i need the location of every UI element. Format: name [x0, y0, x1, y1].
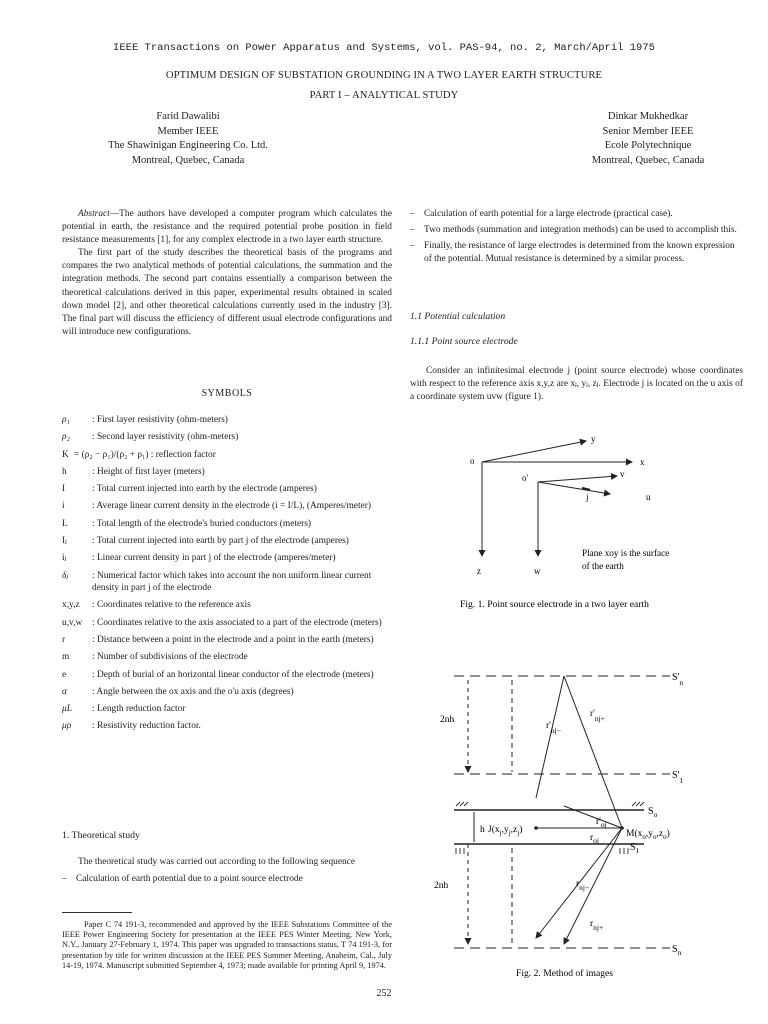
fig1-v-axis: [538, 476, 617, 482]
symbol-row: [62, 686, 392, 699]
right-bullet: [410, 208, 743, 221]
fig2-label-subscript: n: [677, 948, 682, 957]
fig1-label-y: y: [591, 434, 596, 444]
bullet-dash: –: [62, 874, 67, 885]
bullet-dash: –: [410, 225, 415, 236]
fig2-label-subscript: nj+: [594, 714, 605, 723]
footnote: Paper C 74 191-3, recommended and approved by the IEEE Substations Committee of the IEEE Power Engineering Society for presentation at the IEEE PES Winter Meeting, New York, N.Y., January 27-February 1, 1974. This paper was upgraded to transactions status, T 74 191-3, for presentation by title for written discussion at the IEEE PES Summer Meeting, Anaheim, Cal., July 14-19, 1974. Manuscript submitted September 4, 1973; made available for printing April 9, 1974.: [62, 920, 392, 970]
right-bullets: [410, 208, 743, 269]
fig2-label-subscript: j: [499, 829, 502, 837]
fig2-label-text: r': [590, 709, 595, 719]
symbol-key: μρ: [62, 721, 72, 732]
fig2-label-text: M(x: [626, 829, 643, 839]
symbol-row: [62, 431, 392, 444]
symbol-row: [62, 500, 392, 513]
footnote-rule: [62, 912, 132, 913]
abstract-text: —The authors have developed a computer program which calculates the potential in earth, the resistance and the required potential probe position in field resistance measurements [1], for any complex electrode in a two layer earth structure.: [62, 209, 392, 246]
symbol-key: K: [62, 449, 69, 460]
fig2-label-s-1-text: S: [630, 842, 636, 853]
symbol-row: [62, 669, 392, 682]
symbol-key: μL: [62, 704, 72, 715]
symbol-row: [62, 634, 392, 647]
symbol-key: i: [62, 501, 65, 512]
symbol-row: [62, 466, 392, 479]
fig2-label-subscript: nj−: [550, 726, 561, 735]
symbol-row: [62, 720, 392, 733]
fig2-label-subscript: j: [508, 829, 511, 837]
symbol-definition: : Average linear current density in the electrode (i = I/L), (Amperes/meter): [92, 501, 371, 512]
fig2-label-text: r': [596, 817, 601, 827]
abstract-paragraph-2: The first part of the study describes the theoretical basis of the programs and compares the two analytical methods of potential calculations, the summation and the integration methods. The second part contains essentially a comparison between the theoretical calculations derived in this paper, experimental results obtained in scaled down model [2], and other theoretical calculations currently used in the industry [3]. The final part will discuss the efficiency of different usual electrode configurations and will introduce new configurations.: [62, 248, 392, 337]
symbol-row: [62, 552, 392, 565]
fig2-label-subscript: o: [653, 833, 657, 841]
symbol-definition: : Depth of burial of an horizontal linear conductor of the electrode (meters): [92, 669, 374, 680]
fig2-label-s-n-text: S: [672, 944, 678, 955]
symbol-row: [62, 570, 392, 595]
fig2-label-comma: ,z: [510, 825, 518, 835]
fig2-label-text: r: [576, 879, 580, 889]
symbol-definition: : Coordinates relative to the axis associated to a part of the electrode (meters): [92, 617, 382, 628]
symbol-key: L: [62, 518, 68, 529]
symbol-key: x,y,z: [62, 600, 80, 611]
point-source-text: Consider an infinitesimal electrode j (point source electrode) whose coordinates with respect to the reference axis x,y,z are xⱼ, yⱼ, zⱼ. Electrode j is located on the u axis of a coordinate system uvw (figure 1).: [410, 366, 743, 403]
symbols-heading: SYMBOLS: [201, 388, 253, 399]
fig2-label-r-oj: [590, 833, 599, 845]
symbol-definition: : Total current injected into earth by part j of the electrode (amperes): [92, 535, 349, 546]
section-1-paragraph: The theoretical study was carried out according to the following sequence: [78, 857, 355, 867]
fig2-label-subscript: oj: [600, 820, 607, 829]
fig2-ray-r-prime-nj-minus: [536, 676, 564, 798]
author-role: Member IEEE: [157, 125, 219, 137]
symbol-definition: : Coordinates relative to the reference axis: [92, 600, 251, 611]
fig2-label-comma: ,z: [656, 829, 664, 839]
right-bullet: [410, 224, 743, 237]
fig1-label-x: x: [640, 457, 645, 467]
fig2-label-r-nj-plus: [590, 919, 603, 932]
fig2-label-subscript: o: [642, 833, 646, 841]
symbol-key: e: [62, 669, 67, 680]
symbol-key: ρ₁: [62, 415, 70, 425]
abstract: [62, 208, 392, 339]
fig2-label-text: J(x: [488, 825, 500, 835]
bullet-text: Calculation of earth potential for a large electrode (practical case).: [424, 209, 673, 219]
fig1-label-v: v: [620, 469, 625, 479]
symbol-definition: : Resistivity reduction factor.: [92, 721, 201, 732]
bullet-text: Finally, the resistance of large electrodes is determined from the known expression of the potential. Mutual resistance is determined by a similar process.: [424, 241, 735, 265]
symbol-definition: : Length reduction factor: [92, 704, 186, 715]
symbol-definition: : First layer resistivity (ohm-meters): [92, 415, 228, 425]
author-block-2: [548, 110, 748, 168]
symbol-row: [62, 599, 392, 612]
symbol-key: h: [62, 466, 67, 477]
fig1-label-o: o: [470, 456, 475, 466]
bullet-text: Calculation of earth potential due to a point source electrode: [76, 874, 303, 885]
fig2-point-m: [620, 826, 624, 830]
fig2-label-subscript: nj−: [579, 883, 590, 892]
paper-title: OPTIMUM DESIGN OF SUBSTATION GROUNDING IN A TWO LAYER EARTH STRUCTURE: [165, 70, 603, 81]
fig1-caption: Fig. 1. Point source electrode in a two layer earth: [460, 599, 649, 610]
author-affiliation: The Shawinigan Engineering Co. Ltd.: [108, 140, 268, 152]
symbol-definition: : Second layer resistivity (ohm-meters): [92, 432, 239, 443]
section-1-body: [62, 856, 392, 889]
abstract-label: Abstract: [78, 209, 110, 219]
fig2-label-text: r': [546, 721, 551, 731]
fig2-label-subscript: 1: [635, 846, 640, 855]
symbol-row: [62, 617, 392, 630]
symbol-definition: : Total length of the electrode's buried conductors (meters): [92, 518, 312, 529]
fig2-label-r-nj-minus: [576, 879, 589, 892]
fig1-label-w: w: [534, 566, 541, 576]
fig2-label-2nh-bottom: 2nh: [434, 881, 449, 891]
fig2-label-r-prime-oj: [596, 817, 607, 829]
fig2-label-j-point: [488, 824, 522, 837]
symbol-row: [62, 651, 392, 664]
symbol-row: [62, 518, 392, 531]
fig2-label-subscript: nj+: [593, 923, 604, 932]
symbol-row: [62, 483, 392, 496]
symbol-row: [62, 703, 392, 716]
fig2-label-text: r: [590, 833, 594, 843]
symbol-definition: : Numerical factor which takes into account the non uniform linear current density in part j of the electrode: [92, 570, 372, 594]
fig2-label-comma: ,y: [501, 825, 509, 835]
symbol-row: [62, 449, 392, 462]
symbol-key: ρ₂: [62, 432, 70, 443]
fig2-point-j: [534, 826, 538, 830]
symbol-key: u,v,w: [62, 617, 83, 628]
symbol-definition: : Distance between a point in the electrode and a point in the earth (meters): [92, 634, 374, 645]
subsection-1-1: 1.1 Potential calculation: [410, 311, 506, 322]
fig1-label-o-prime: o': [522, 473, 529, 483]
symbol-definition: : Number of subdivisions of the electrode: [92, 652, 248, 663]
fig2-label-s-prime-n: [672, 672, 683, 687]
fig1-y-axis: [482, 441, 586, 462]
symbol-key: α: [62, 686, 67, 697]
symbol-key: δⱼ: [62, 570, 68, 581]
fig2-label-subscript: o: [653, 810, 658, 819]
fig2-label-r-prime-nj-plus: [590, 709, 605, 723]
page-number: 252: [376, 988, 392, 999]
symbol-key: m: [62, 652, 70, 663]
paper-subtitle: PART I – ANALYTICAL STUDY: [309, 90, 459, 101]
symbol-key: iⱼ: [62, 553, 67, 564]
symbol-key: r: [62, 634, 66, 645]
symbol-row: [62, 414, 392, 427]
fig2-label-text: r: [590, 919, 594, 929]
running-head: IEEE Transactions on Power Apparatus and Systems, vol. PAS-94, no. 2, March/April 1975: [113, 42, 655, 54]
fig1-u-axis: [538, 482, 610, 494]
author-role: Senior Member IEEE: [602, 125, 694, 137]
author-name: Dinkar Mukhedkar: [607, 111, 689, 122]
bullet-dash: –: [410, 209, 415, 219]
symbol-definition: : Linear current density in part j of the electrode (amperes/meter): [92, 553, 336, 564]
fig2-label-subscript: oj: [593, 836, 600, 845]
fig1-note-line-2: of the earth: [582, 561, 624, 571]
fig2-label-s-prime-n-text: S': [672, 672, 680, 683]
fig2-label-s-o: [648, 806, 658, 819]
fig1-note-line-1: Plane xoy is the surface: [582, 548, 670, 558]
fig2-label-comma: ,y: [645, 829, 653, 839]
fig2-label-subscript: n: [679, 678, 684, 687]
fig2-label-s-n: [672, 944, 682, 957]
point-source-paragraph: [410, 365, 743, 404]
symbols-list: [62, 414, 392, 738]
fig2-label-s-prime-1: [672, 770, 683, 785]
fig1-label-z: z: [477, 566, 481, 576]
fig2-label-s-prime-1-text: S': [672, 770, 680, 781]
right-bullet: [410, 240, 743, 266]
fig2-label-subscript: o: [663, 833, 667, 841]
section-1-heading: 1. Theoretical study: [62, 830, 140, 841]
fig2-label-paren: ): [666, 829, 670, 839]
fig2-caption: Fig. 2. Method of images: [516, 968, 613, 979]
fig1-label-j: j: [586, 492, 589, 502]
fig2-label-h: h: [480, 825, 485, 835]
author-location: Montreal, Quebec, Canada: [591, 154, 705, 166]
figure-2: [420, 656, 720, 986]
symbol-key: Iⱼ: [62, 535, 67, 546]
section-1-bullet: [62, 873, 392, 886]
bullet-text: Two methods (summation and integration methods) can be used to accomplish this.: [424, 225, 737, 236]
abstract-paragraph-1: [62, 208, 392, 247]
symbol-row: [62, 535, 392, 548]
author-location: Montreal, Quebec, Canada: [131, 154, 245, 166]
subsection-1-1-1: 1.1.1 Point source electrode: [410, 336, 518, 347]
symbol-definition: : Total current injected into earth by the electrode (amperes): [92, 484, 317, 495]
symbol-definition: = (ρ₂ − ρ₁)/(ρ₂ + ρ₁) : reflection factor: [74, 449, 216, 460]
author-name: Farid Dawalibi: [156, 111, 220, 122]
fig2-label-m-point: [626, 828, 670, 841]
author-block-1: [88, 110, 288, 168]
fig2-label-2nh-top: 2nh: [440, 715, 455, 725]
fig2-label-subscript: j: [517, 829, 520, 837]
author-affiliation: Ecole Polytechnique: [604, 140, 692, 152]
bullet-dash: –: [410, 241, 415, 252]
fig2-label-subscript: 1: [679, 776, 684, 785]
fig1-label-u: u: [646, 492, 651, 502]
symbol-key: I: [62, 484, 66, 495]
fig2-label-paren: ): [519, 825, 523, 835]
fig2-label-s-o-text: S: [648, 806, 654, 817]
fig2-ray-r-prime-nj-plus: [564, 676, 622, 828]
fig2-ray-r-prime-oj: [564, 806, 622, 828]
symbol-definition: : Angle between the ox axis and the o'u axis (degrees): [92, 686, 294, 697]
symbol-definition: : Height of first layer (meters): [92, 466, 205, 477]
figure-1: [410, 428, 750, 618]
